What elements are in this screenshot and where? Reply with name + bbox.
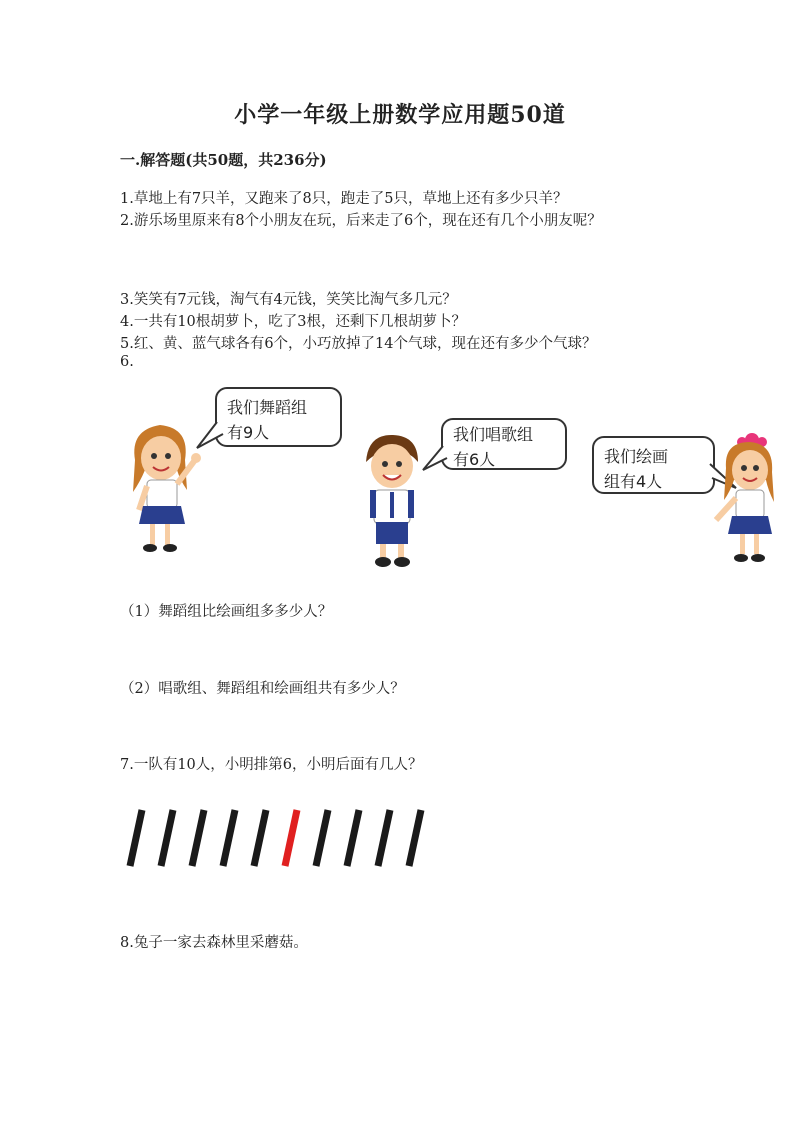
queue-person [223, 810, 235, 866]
queue-person [161, 810, 173, 866]
queue-person [254, 810, 266, 866]
queue-person-xiaoming [285, 810, 297, 866]
queue-person [378, 810, 390, 866]
queue-illustration [120, 800, 440, 880]
bubble-text: 组有4人 [604, 472, 663, 491]
question-4: 4.一共有10根胡萝卜，吃了3根，还剩下几根胡萝卜？ [120, 314, 467, 330]
girl-dance-illustration [125, 420, 205, 560]
page-title: 小学一年级上册数学应用题50道 [234, 102, 566, 128]
queue-person [347, 810, 359, 866]
question-6-2: （2）唱歌组、舞蹈组和绘画组共有多少人？ [120, 681, 405, 697]
question-7: 7.一队有10人，小明排第6，小明后面有几人？ [120, 757, 423, 773]
bubble-tail [421, 444, 449, 472]
question-6-1: （1）舞蹈组比绘画组多多少人？ [120, 604, 333, 620]
question-3: 3.笑笑有7元钱，淘气有4元钱，笑笑比淘气多几元？ [120, 292, 457, 308]
boy-sing-illustration [358, 432, 428, 572]
queue-person [130, 810, 142, 866]
speech-bubble-dance [215, 387, 342, 447]
girl-draw-illustration [712, 432, 782, 567]
question-6: 6. [120, 354, 134, 370]
question-5: 5.红、黄、蓝气球各有6个，小巧放掉了14个气球，现在还有多少个气球？ [120, 336, 597, 352]
queue-person [409, 810, 421, 866]
question-1: 1.草地上有7只羊，又跑来了8只，跑走了5只，草地上还有多少只羊？ [120, 191, 568, 207]
bubble-tail [195, 420, 225, 450]
question-8: 8.兔子一家去森林里采蘑菇。 [120, 935, 308, 951]
speech-bubble-draw [592, 436, 715, 494]
question-2: 2.游乐场里原来有8个小朋友在玩，后来走了6个，现在还有几个小朋友呢？ [120, 213, 602, 229]
bubble-text: 我们唱歌组 [453, 425, 534, 444]
queue-person [316, 810, 328, 866]
bubble-text: 我们绘画 [604, 447, 669, 466]
queue-person [192, 810, 204, 866]
bubble-text: 有6人 [453, 450, 496, 469]
speech-bubble-sing [441, 418, 567, 470]
bubble-text: 我们舞蹈组 [227, 398, 308, 417]
bubble-text: 有9人 [227, 423, 270, 442]
section-heading: 一.解答题(共50题，共236分) [120, 151, 327, 169]
